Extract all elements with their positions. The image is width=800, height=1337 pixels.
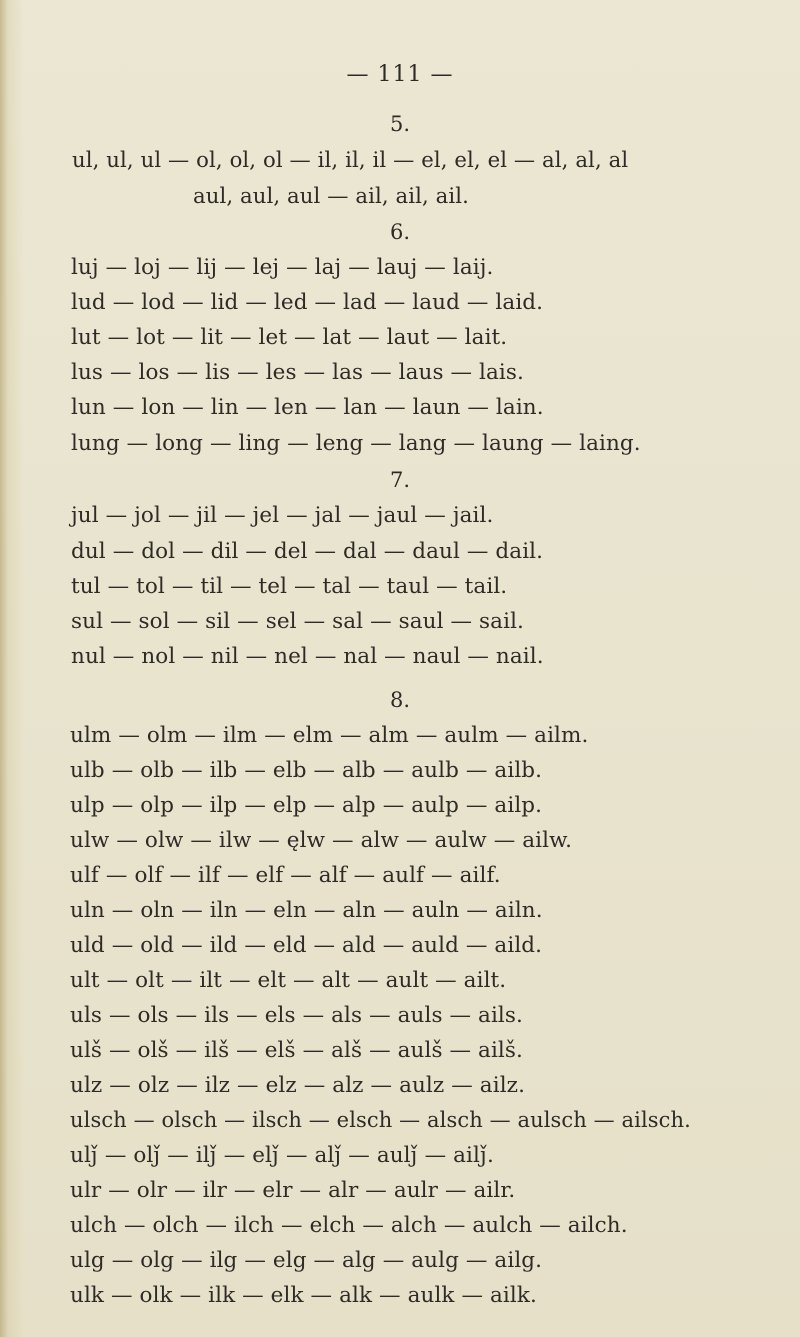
text-line: ulsch — olsch — ilsch — elsch — alsch — aulsch — ailsch. bbox=[70, 1108, 691, 1132]
text-line: ulch — olch — ilch — elch — alch — aulch — ailch. bbox=[70, 1213, 628, 1238]
section-number-7: 7. bbox=[389, 468, 411, 492]
text-line: uln — oln — iln — eln — aln — auln — ailn. bbox=[70, 898, 543, 923]
text-line: lung — long — ling — leng — lang — laung — laing. bbox=[71, 431, 641, 456]
text-line: ulg — olg — ilg — elg — alg — aulg — ailg. bbox=[70, 1248, 543, 1273]
text-line: lun — lon — lin — len — lan — laun — lain. bbox=[71, 395, 544, 420]
text-line: ulš — olš — ilš — elš — alš — aulš — ailš. bbox=[70, 1038, 523, 1063]
text-line: sul — sol — sil — sel — sal — saul — sail. bbox=[71, 609, 524, 634]
text-line: ulw — olw — ilw — ęlw — alw — aulw — ailw. bbox=[70, 828, 573, 853]
text-line: ulz — olz — ilz — elz — alz — aulz — ailz. bbox=[70, 1073, 526, 1098]
text-line: nul — nol — nil — nel — nal — naul — nail. bbox=[71, 644, 544, 669]
text-line: ulf — olf — ilf — elf — alf — aulf — ailf. bbox=[70, 863, 501, 888]
text-line: luj — loj — lij — lej — laj — lauj — laij. bbox=[71, 255, 494, 280]
text-line: ulb — olb — ilb — elb — alb — aulb — ailb. bbox=[70, 758, 543, 783]
text-line: jul — jol — jil — jel — jal — jaul — jail. bbox=[71, 503, 494, 528]
section-number-8: 8. bbox=[389, 688, 411, 712]
text-line: uld — old — ild — eld — ald — auld — aild. bbox=[70, 933, 543, 958]
text-line: lus — los — lis — les — las — laus — lais. bbox=[71, 360, 524, 385]
page-number: — 111 — bbox=[346, 62, 454, 87]
text-line: uls — ols — ils — els — als — auls — ails. bbox=[70, 1003, 523, 1028]
section-number-6: 6. bbox=[389, 220, 411, 244]
text-line: ulm — olm — ilm — elm — alm — aulm — ailm. bbox=[70, 723, 589, 748]
section-number-5: 5. bbox=[389, 112, 411, 136]
text-line: ul, ul, ul — ol, ol, ol — il, il, il — el, el, el — al, al, al bbox=[72, 147, 629, 172]
text-line: ulǰ — olǰ — ilǰ — elǰ — alǰ — aulǰ — ailǰ. bbox=[70, 1143, 494, 1168]
text-line: tul — tol — til — tel — tal — taul — tail. bbox=[71, 574, 508, 599]
text-line: ulk — olk — ilk — elk — alk — aulk — ailk. bbox=[70, 1283, 537, 1308]
text-line: ult — olt — ilt — elt — alt — ault — ailt. bbox=[70, 968, 507, 993]
text-line: aul, aul, aul — ail, ail, ail. bbox=[193, 183, 469, 208]
text-line: ulr — olr — ilr — elr — alr — aulr — ailr. bbox=[70, 1178, 516, 1203]
text-line: dul — dol — dil — del — dal — daul — dail. bbox=[71, 539, 544, 564]
text-line: lud — lod — lid — led — lad — laud — laid. bbox=[71, 290, 544, 315]
text-line: lut — lot — lit — let — lat — laut — lait. bbox=[71, 325, 508, 350]
text-line: ulp — olp — ilp — elp — alp — aulp — ailp. bbox=[70, 793, 543, 818]
